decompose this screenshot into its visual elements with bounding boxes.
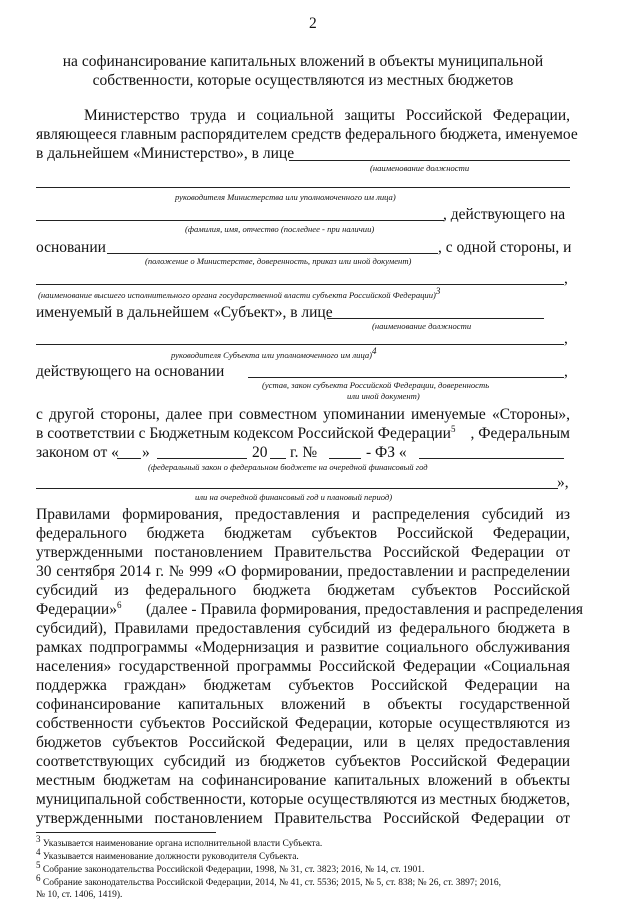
law-from-text: законом от « <box>36 444 119 461</box>
footnote-3: $^3$ Указывается наименование органа исполнительной власти Субъекта. <box>36 833 323 849</box>
acting-basis-text: действующего на основании <box>36 363 225 380</box>
ministry-role-line: являющееся главным распорядителем средств федерального бюджета, именуемое <box>36 126 578 143</box>
footnote-ref-3: 3 <box>435 286 441 297</box>
law-close-quote: », <box>557 474 569 491</box>
subject-head-blank[interactable] <box>36 344 564 345</box>
law-year-blank[interactable] <box>270 458 286 459</box>
caption-position: (наименование должности <box>370 163 470 173</box>
footnote-5: $^5$ Собрание законодательства Российской Федерации, 1998, № 31, ст. 3823; 2016, № 14, ст. 1901. <box>36 859 425 875</box>
head-blank[interactable] <box>36 187 570 188</box>
law-year-text: 20 <box>252 444 268 461</box>
named-subject-text: именуемый в дальнейшем «Субъект», в лице <box>36 304 333 321</box>
law-title-blank[interactable] <box>419 458 564 459</box>
body-line: субсидий), Правилами предоставления субсидий из федерального бюджета в <box>36 620 570 637</box>
basis-text: основании <box>36 239 106 256</box>
one-side-text: , с одной стороны, и <box>438 239 572 256</box>
body-line: 30 сентября 2014 г. № 999 «О формировании, предоставлении и распределении <box>36 563 570 580</box>
budget-code-line: в соответствии с Бюджетным кодексом Российской Федерации$^5$ , Федеральным <box>36 423 570 442</box>
position-blank[interactable] <box>289 160 570 161</box>
body-line: поддержка граждан» бюджетам субъектов Российской Федерации на <box>36 677 570 694</box>
caption-statute-1: (устав, закон субъекта Российской Федерации, доверенность <box>262 380 490 390</box>
body-line: софинансирование капитальных вложений в объекты государственной <box>36 696 570 713</box>
body-line: населения» государственной программы Российской Федерации «Социальная <box>36 658 570 675</box>
law-month-blank[interactable] <box>157 458 247 459</box>
law-number-blank[interactable] <box>329 458 361 459</box>
subject-head-comma: , <box>564 330 568 347</box>
caption-fio: (фамилия, имя, отчество (последнее - при наличии) <box>185 224 375 234</box>
body-line: субсидий из федерального бюджета бюджетам субъектов Российской <box>36 582 570 599</box>
caption-regulation: (положение о Министерстве, доверенность, приказ или иной документ) <box>145 256 412 266</box>
footnote-6: $^6$ Собрание законодательства Российской Федерации, 2014, № 41, ст. 5536; 2015, № 5, ст. 838; № 26, ст. 3897; 2016, <box>36 872 502 888</box>
body-line: федерального бюджета бюджетам субъектов Российской Федерации, <box>36 525 570 542</box>
caption-ministry-head: руководителя Министерства или уполномоченного им лица) <box>175 192 396 202</box>
statute-blank[interactable] <box>248 377 564 378</box>
ministry-person-line: в дальнейшем «Министерство», в лице <box>36 145 295 162</box>
body-line: соответствующих субсидий из бюджетов субъектов Российской Федерации <box>36 753 570 770</box>
body-line: рамках подпрограммы «Модернизация и развитие социального обслуживания <box>36 639 570 656</box>
caption-position-2: (наименование должности <box>372 321 472 331</box>
heading-line-1: на софинансирование капитальных вложений в объекты муниципальной <box>62 53 544 70</box>
body-line: бюджетов субъектов Российской Федерации, или в целях предоставления <box>36 734 570 751</box>
ministry-line: Министерство труда и социальной защиты Российской Федерации, <box>84 107 570 124</box>
law-number-text: г. № <box>290 444 318 461</box>
other-side-line: с другой стороны, далее при совместном упоминании именуемые «Стороны», <box>36 406 570 423</box>
footnote-4: $^4$ Указывается наименование должности руководителя Субъекта. <box>36 846 299 862</box>
caption-law-1: (федеральный закон о федеральном бюджете на очередной финансовый год <box>148 462 428 472</box>
organ-comma: , <box>564 270 568 287</box>
body-line: Федерации»$^6$ (далее - Правила формирования, предоставления и распределения <box>36 599 584 618</box>
body-line: утвержденными постановлением Правительства Российской Федерации от <box>36 544 570 561</box>
page-number: 2 <box>309 15 317 32</box>
law-day-blank[interactable] <box>117 458 141 459</box>
law-fz-text: - ФЗ « <box>366 444 407 461</box>
footnote-ref-5: 5 <box>450 423 456 434</box>
law-title-blank-2[interactable] <box>36 488 558 489</box>
body-line: муниципальной собственности, которые осуществляются из местных бюджетов, <box>36 791 570 808</box>
acting-text: , действующего на <box>443 206 566 223</box>
footnote-6-continuation: № 10, ст. 1406, 1419). <box>36 890 123 900</box>
heading-line-2: собственности, которые осуществляются из местных бюджетов <box>92 72 514 89</box>
caption-law-2: или на очередной финансовый год и плановый период) <box>195 492 393 502</box>
caption-subject-head: руководителя Субъекта или уполномоченного им лица)$^4$ <box>171 346 377 360</box>
footnote-ref-6: 6 <box>116 599 122 610</box>
footnote-separator <box>36 832 216 833</box>
body-line: Правилами формирования, предоставления и распределения субсидий из <box>36 506 570 523</box>
statute-comma: , <box>564 363 568 380</box>
law-quote: » <box>142 444 150 461</box>
caption-statute-2: или иной документ) <box>347 391 420 401</box>
body-line: утвержденными постановлением Правительства Российской Федерации от <box>36 810 570 827</box>
body-line: местным бюджетам на софинансирование капитальных вложений в объекты <box>36 772 570 789</box>
subject-position-blank[interactable] <box>327 318 544 319</box>
caption-organ: (наименование высшего исполнительного органа государственной власти субъекта Российской Федерации)$^3$ <box>38 286 441 300</box>
body-line: собственности субъектов Российской Федерации, которые осуществляются из <box>36 715 570 732</box>
organ-blank[interactable] <box>36 284 564 285</box>
footnote-ref-4: 4 <box>372 346 377 357</box>
fio-blank[interactable] <box>36 220 444 221</box>
basis-blank[interactable] <box>107 253 438 254</box>
